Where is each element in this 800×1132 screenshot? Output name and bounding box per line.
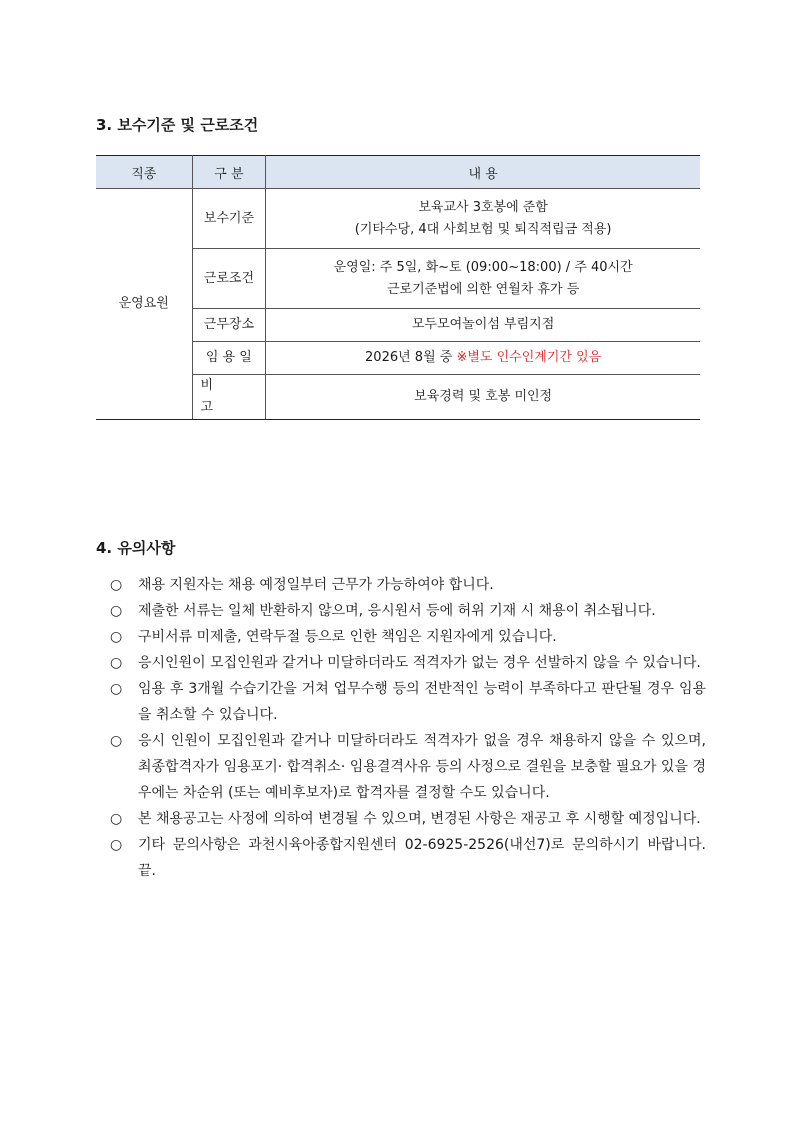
list-item <box>110 832 706 884</box>
note-text: 임용 후 3개월 수습기간을 거쳐 업무수행 등의 전반적인 능력이 부족하다고 판단될 경우 임용을 취소할 수 있습니다. <box>138 681 706 723</box>
circle-bullet-icon: ○ <box>110 811 123 827</box>
notes-list <box>110 572 706 884</box>
row-content <box>266 342 700 375</box>
row-label: 임 용 일 <box>192 342 266 375</box>
row-label: 근무장소 <box>192 309 266 342</box>
row-content: 모두모여놀이섬 부림지점 <box>266 309 700 342</box>
note-text: 기타 문의사항은 과천시육아종합지원센터 02-6925-2526(내선7)로 문의하시기 바랍니다. 끝. <box>138 837 706 879</box>
circle-bullet-icon: ○ <box>110 603 123 619</box>
list-item <box>110 728 706 806</box>
circle-bullet-icon: ○ <box>110 655 123 671</box>
section3-heading: 3. 보수기준 및 근로조건 <box>96 116 259 134</box>
note-text: 응시인원이 모집인원과 같거나 미달하더라도 적격자가 없는 경우 선발하지 않을 수 있습니다. <box>138 655 701 671</box>
note-text: 본 채용공고는 사정에 의하여 변경될 수 있으며, 변경된 사항은 재공고 후 시행할 예정입니다. <box>138 811 701 827</box>
circle-bullet-icon: ○ <box>110 681 123 697</box>
header-content: 내 용 <box>266 156 700 189</box>
row-label: 근로조건 <box>192 249 266 309</box>
list-item <box>110 806 706 832</box>
header-job: 직종 <box>96 156 192 189</box>
list-item <box>110 676 706 728</box>
row-label: 비 고 <box>192 375 266 420</box>
note-text: 제출한 서류는 일체 반환하지 않으며, 응시원서 등에 허위 기재 시 채용이 취소됩니다. <box>138 603 656 619</box>
handover-note: ※별도 인수인계기간 있음 <box>456 350 602 365</box>
row-label: 보수기준 <box>192 189 266 249</box>
circle-bullet-icon: ○ <box>110 629 123 645</box>
start-date-text: 2026년 8월 중 <box>365 350 457 365</box>
circle-bullet-icon: ○ <box>110 577 123 593</box>
job-cell: 운영요원 <box>96 189 192 420</box>
list-item <box>110 624 706 650</box>
table-row <box>96 189 700 249</box>
note-text: 응시 인원이 모집인원과 같거나 미달하더라도 적격자가 없을 경우 채용하지 않을 수 있으며, 최종합격자가 임용포기· 합격취소· 임용결격사유 등의 사정으로 결원을 보충할 필요가 있을 경우에는 차순위 (또는 예비후보자)로 합격자를 결정할 수도 있습니다. <box>138 733 706 801</box>
row-content <box>266 249 700 309</box>
compensation-table <box>96 155 700 420</box>
row-content <box>266 189 700 249</box>
content-line: 근로기준법에 의한 연월차 휴가 등 <box>386 281 580 297</box>
content-line: 보육교사 3호봉에 준함 <box>418 199 548 215</box>
circle-bullet-icon: ○ <box>110 733 123 749</box>
section4-heading: 4. 유의사항 <box>96 539 176 557</box>
content-line: 운영일: 주 5일, 화~토 (09:00~18:00) / 주 40시간 <box>333 259 633 275</box>
list-item <box>110 598 706 624</box>
circle-bullet-icon: ○ <box>110 837 123 853</box>
row-content: 보육경력 및 호봉 미인정 <box>266 375 700 420</box>
content-line: (기타수당, 4대 사회보험 및 퇴직적립금 적용) <box>354 221 612 237</box>
list-item <box>110 650 706 676</box>
header-category: 구 분 <box>192 156 266 189</box>
list-item <box>110 572 706 598</box>
note-text: 구비서류 미제출, 연락두절 등으로 인한 책임은 지원자에게 있습니다. <box>138 629 557 645</box>
note-text: 채용 지원자는 채용 예정일부터 근무가 가능하여야 합니다. <box>138 577 494 593</box>
